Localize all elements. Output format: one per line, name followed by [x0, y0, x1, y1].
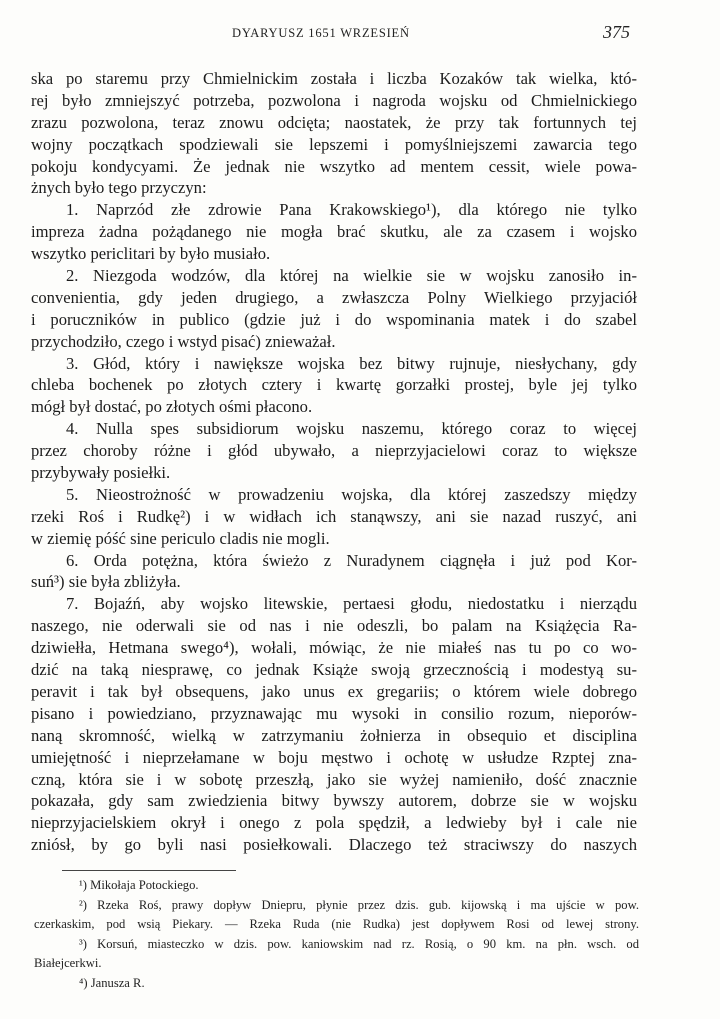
text-line: pisano i powiedziano, przyznawając mu wysoki in consilio rozum, nieporów-: [31, 703, 637, 723]
footnote-line: ²) Rzeka Roś, prawy dopływ Dniepru, płynie przez dzis. gub. kijowską i ma ujście w pow.: [79, 897, 639, 912]
text-line: pokazała, gdy sam zwiedzienia bitwy bywszy autorem, dobrze sie w wojsku: [31, 791, 637, 811]
footnote-line: Białejcerkwi.: [34, 956, 102, 971]
text-line: przybywały posiełki.: [31, 463, 171, 483]
text-line: convenientia, gdy jeden drugiego, a zwłaszcza Polny Wielkiego przyjaciół: [31, 287, 637, 307]
footnote-line: czerkaskim, pod wsią Piekary. — Rzeka Ruda (nie Rudka) jest dopływem Rosi od lewej strony.: [34, 917, 639, 932]
text-line: ska po staremu przy Chmielnickim została i liczba Kozaków tak wielka, któ-: [31, 69, 637, 88]
text-line: i poruczników in publico (gdzie już i do wspominania matek i do szabel: [31, 309, 637, 329]
text-line: pokoju kondycyami. Że jednak nie wszytko ad mentem cessit, wiele powa-: [31, 156, 637, 176]
text-line: żnych było tego przyczyn:: [31, 178, 207, 198]
text-line: przychodziło, czego i wstyd pisać) znieważał.: [31, 331, 336, 351]
text-line: w ziemię póść sine periculo cladis nie mogli.: [31, 528, 330, 548]
footnote-divider: [62, 870, 236, 871]
text-line: wszytko periclitari by było musiało.: [31, 244, 271, 264]
text-line: 5. Nieostrożność w prowadzeniu wojska, dla której zaszedszy między: [66, 484, 637, 504]
text-line: wojny początkach spodziewali sie lepszemi i pomyślniejszemi zawarcia tego: [31, 134, 637, 154]
text-line: 6. Orda potężna, która świeżo z Nuradynem ciągnęła i już pod Kor-: [66, 550, 637, 570]
footnote-line: ³) Korsuń, miasteczko w dzis. pow. kaniowskim nad rz. Rosią, o 90 km. na płn. wsch. od: [79, 936, 639, 951]
text-line: 7. Bojaźń, aby wojsko litewskie, pertaesi głodu, niedostatku i nierządu: [66, 594, 637, 614]
text-line: naną skromność, wielką w zatrzymaniu żołnierza in obsequio et disciplina: [31, 725, 637, 745]
text-line: czną, która sie i w sobotę przeszłą, jako sie wyżej namieniło, dość znacznie: [31, 769, 637, 789]
running-title: DYARYUSZ 1651 WRZESIEŃ: [232, 26, 410, 40]
text-line: umiejętność i nieprzełamane w boju męstwo i ochotę w usłudze Rzptej zna-: [31, 747, 637, 767]
text-line: peravit i tak był obsequens, jako unus ex gregariis; o którem wiele dobrego: [31, 681, 637, 701]
running-header: [0, 22, 720, 46]
text-line: suń³) sie była zbliżyła.: [31, 572, 181, 592]
text-line: nieprzyjacielskiem okrył i onego z pola spędził, a ledwieby był i cale nie: [31, 813, 637, 833]
footnote-line: ⁴) Janusza R.: [79, 975, 145, 990]
text-line: impreza żadna pożądanego nie mogła brać skutku, ale za czasem i wojsko: [31, 222, 637, 242]
text-line: mógł był dostać, po złotych ośmi płacono.: [31, 397, 313, 417]
text-line: naszego, nie oderwali sie od nas i nie odeszli, bo palam na Książęcia Ra-: [31, 616, 637, 636]
footnotes: [34, 876, 639, 994]
footnote-line: ¹) Mikołaja Potockiego.: [79, 878, 199, 892]
text-line: zniósł, by go byli nasi posiełkowali. Dlaczego też straciwszy do naszych: [31, 835, 637, 855]
text-line: rzeki Roś i Rudkę²) i w widłach ich stanąwszy, ani sie nazad ruszyć, ani: [31, 506, 637, 526]
text-line: 1. Naprzód złe zdrowie Pana Krakowskiego¹), dla którego nie tylko: [66, 200, 637, 220]
text-line: chleba bochenek po złotych cztery i kwartę gorzałki prostej, byle jej tylko: [31, 375, 637, 395]
main-text: [31, 68, 637, 856]
text-line: 3. Głód, który i nawiększe wojska bez bitwy rujnuje, niesłychany, gdy: [66, 353, 637, 373]
page-number: 375: [603, 22, 630, 42]
text-line: 4. Nulla spes subsidiorum wojsku naszemu, którego coraz to więcej: [66, 419, 637, 439]
text-line: dzić na taką niesprawę, co jednak Książe swoją grzecznością i modestyą su-: [31, 660, 637, 680]
text-line: rej było zmniejszyć potrzeba, pozwolona i nagroda wojsku od Chmielnickiego: [31, 90, 637, 110]
text-line: 2. Niezgoda wodzów, dla której na wielkie sie w wojsku zanosiło in-: [66, 266, 637, 286]
text-line: przez choroby różne i głód ubywało, a nieprzyjacielowi coraz to większe: [31, 441, 637, 461]
text-line: zrazu pozwolona, teraz znowu odcięta; naostatek, że przy tak fortunnych tej: [31, 112, 637, 132]
text-line: dziwiełła, Hetmana swego⁴), wołali, mówiąc, że nie miałeś nas tu po co wo-: [31, 638, 637, 658]
